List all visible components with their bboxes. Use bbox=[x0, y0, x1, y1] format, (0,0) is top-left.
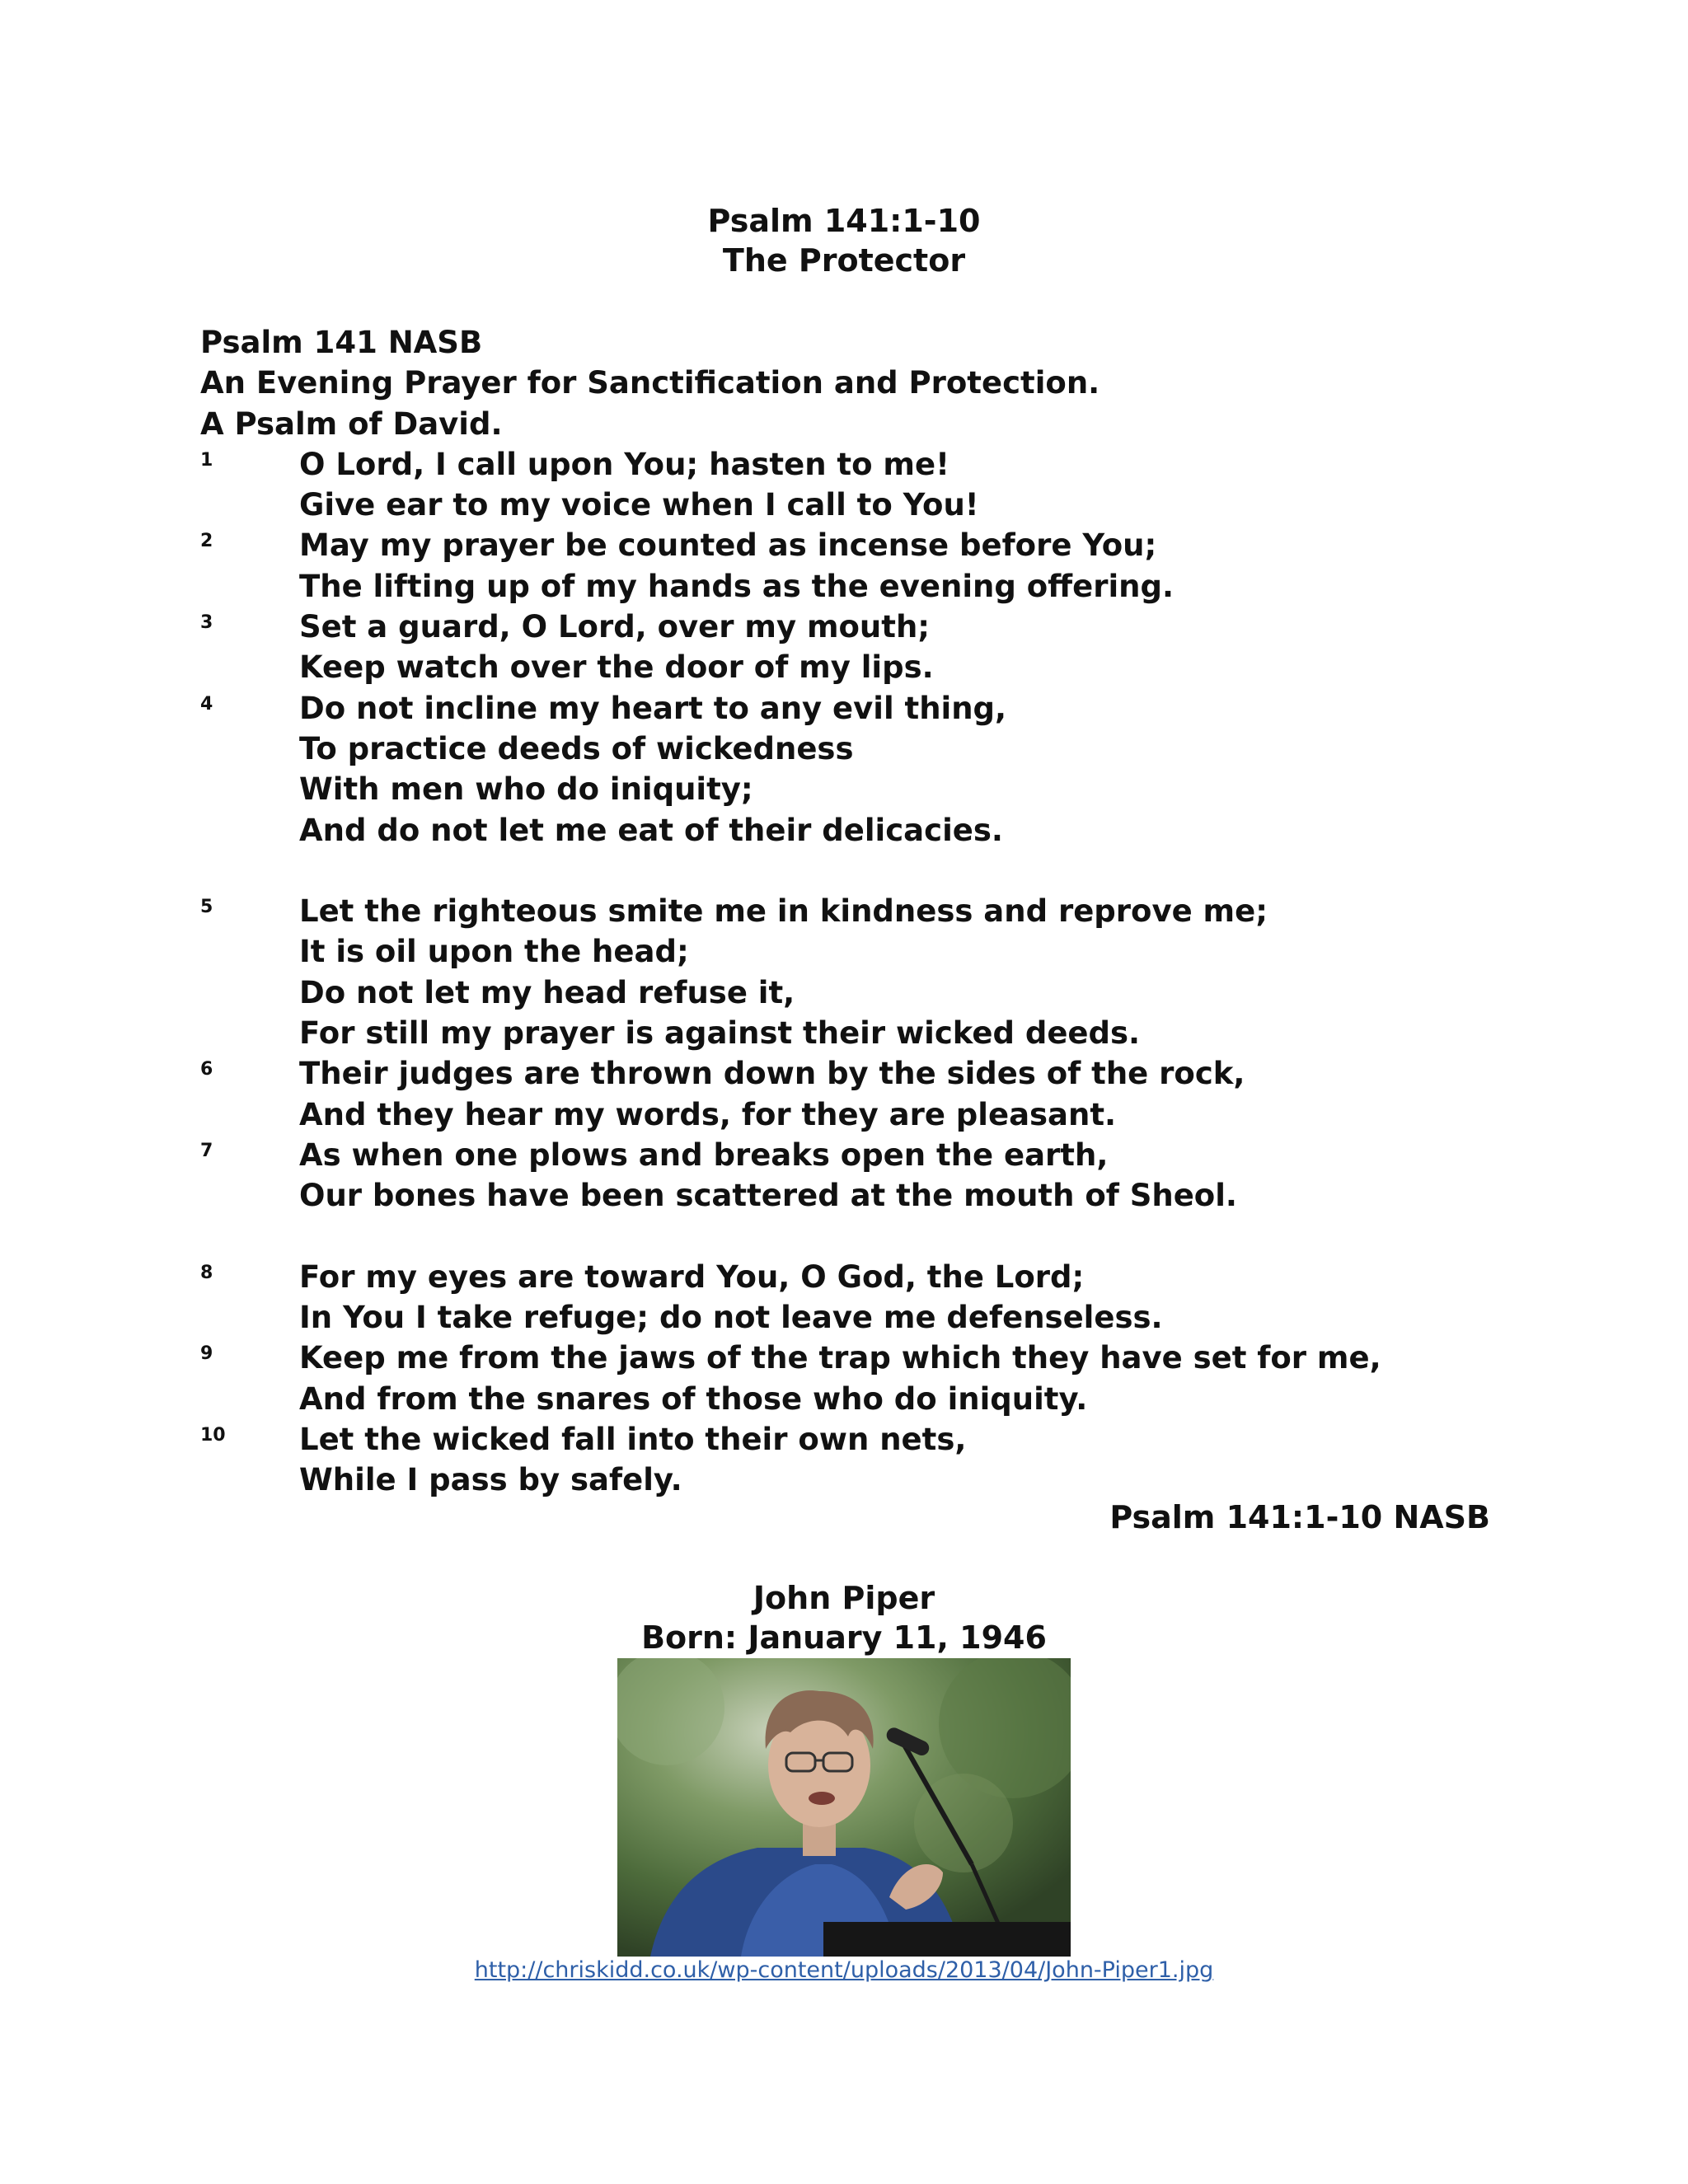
verse-line bbox=[200, 1013, 1519, 1053]
verse-text: With men who do iniquity; bbox=[299, 771, 753, 808]
stanza-gap bbox=[200, 851, 1519, 891]
verse-number: 9 bbox=[200, 1343, 213, 1365]
verse-number: 7 bbox=[200, 1140, 213, 1161]
verse-text: It is oil upon the head; bbox=[299, 934, 689, 970]
passage-citation: Psalm 141:1-10 NASB bbox=[1109, 1499, 1490, 1535]
verse-number: 5 bbox=[200, 897, 213, 918]
verse-line bbox=[200, 1338, 1519, 1378]
verse-number: 8 bbox=[200, 1262, 213, 1283]
verse-line bbox=[200, 444, 1519, 485]
verse-number: 1 bbox=[200, 449, 213, 471]
verse-text: Their judges are thrown down by the sides of the rock, bbox=[299, 1056, 1245, 1092]
verse-text: Set a guard, O Lord, over my mouth; bbox=[299, 609, 931, 645]
author-born: Born: January 11, 1946 bbox=[641, 1619, 1047, 1656]
verse-number: 4 bbox=[200, 693, 213, 715]
verse-line bbox=[200, 1175, 1519, 1216]
verse-text: For still my prayer is against their wicked deeds. bbox=[299, 1015, 1141, 1052]
verse-text: May my prayer be counted as incense before You; bbox=[299, 527, 1157, 564]
verse-text: Do not let my head refuse it, bbox=[299, 974, 795, 1010]
verse-line bbox=[200, 485, 1519, 525]
verse-line bbox=[200, 931, 1519, 972]
passage-attribution: A Psalm of David. bbox=[200, 405, 503, 442]
verse-text: While I pass by safely. bbox=[299, 1462, 682, 1498]
verse-text: Our bones have been scattered at the mouth of Sheol. bbox=[299, 1178, 1237, 1214]
photo-source-link[interactable]: http://chriskidd.co.uk/wp-content/uploads/2013/04/John-Piper1.jpg bbox=[474, 1957, 1214, 1983]
stanza-list bbox=[200, 444, 1519, 1501]
verse-line bbox=[200, 1135, 1519, 1175]
verse-text: Do not incline my heart to any evil thing, bbox=[299, 690, 1007, 726]
verse-line bbox=[200, 729, 1519, 769]
verse-text: Keep watch over the door of my lips. bbox=[299, 649, 934, 686]
verse-line bbox=[200, 769, 1519, 809]
verse-text: O Lord, I call upon You; hasten to me! bbox=[299, 446, 950, 482]
verse-line bbox=[200, 607, 1519, 647]
verse-text: To practice deeds of wickedness bbox=[299, 730, 854, 766]
verse-number: 2 bbox=[200, 531, 213, 552]
verse-line bbox=[200, 566, 1519, 607]
verse-text: The lifting up of my hands as the evening offering. bbox=[299, 568, 1175, 604]
verse-text: Give ear to my voice when I call to You! bbox=[299, 487, 979, 523]
verse-line bbox=[200, 1094, 1519, 1135]
verse-line bbox=[200, 1053, 1519, 1094]
verse-text: In You I take refuge; do not leave me defenseless. bbox=[299, 1300, 1163, 1336]
verse-line bbox=[200, 1257, 1519, 1297]
verse-line bbox=[200, 810, 1519, 851]
verse-line bbox=[200, 688, 1519, 729]
author-name: John Piper bbox=[753, 1580, 935, 1616]
page-subtitle: The Protector bbox=[722, 242, 966, 279]
page-title: Psalm 141:1-10 bbox=[707, 203, 981, 239]
verse-line bbox=[200, 972, 1519, 1013]
verse-text: For my eyes are toward You, O God, the Lord; bbox=[299, 1258, 1085, 1295]
verse-line bbox=[200, 1460, 1519, 1500]
verse-number: 10 bbox=[200, 1425, 226, 1446]
verse-text: Let the wicked fall into their own nets, bbox=[299, 1422, 967, 1458]
verse-number: 6 bbox=[200, 1059, 213, 1080]
verse-line bbox=[200, 525, 1519, 565]
photo-illustration bbox=[617, 1658, 1071, 1957]
verse-line bbox=[200, 1297, 1519, 1338]
verse-text: Keep me from the jaws of the trap which they have set for me, bbox=[299, 1340, 1381, 1376]
verse-line bbox=[200, 1379, 1519, 1419]
stanza-gap bbox=[200, 1216, 1519, 1257]
verse-line bbox=[200, 647, 1519, 687]
verse-text: And do not let me eat of their delicacies. bbox=[299, 812, 1003, 848]
verse-text: As when one plows and breaks open the earth, bbox=[299, 1137, 1109, 1173]
passage-heading: Psalm 141 NASB bbox=[200, 325, 483, 360]
verse-text: Let the righteous smite me in kindness and reprove me; bbox=[299, 893, 1268, 930]
verse-number: 3 bbox=[200, 612, 213, 634]
passage-description: An Evening Prayer for Sanctification and Protection. bbox=[200, 365, 1100, 401]
verse-line bbox=[200, 1419, 1519, 1460]
verse-text: And they hear my words, for they are pleasant. bbox=[299, 1096, 1117, 1132]
verse-line bbox=[200, 891, 1519, 931]
verse-text: And from the snares of those who do iniquity. bbox=[299, 1380, 1088, 1417]
author-photo bbox=[617, 1658, 1071, 1957]
psalm-passage bbox=[200, 322, 1519, 1501]
